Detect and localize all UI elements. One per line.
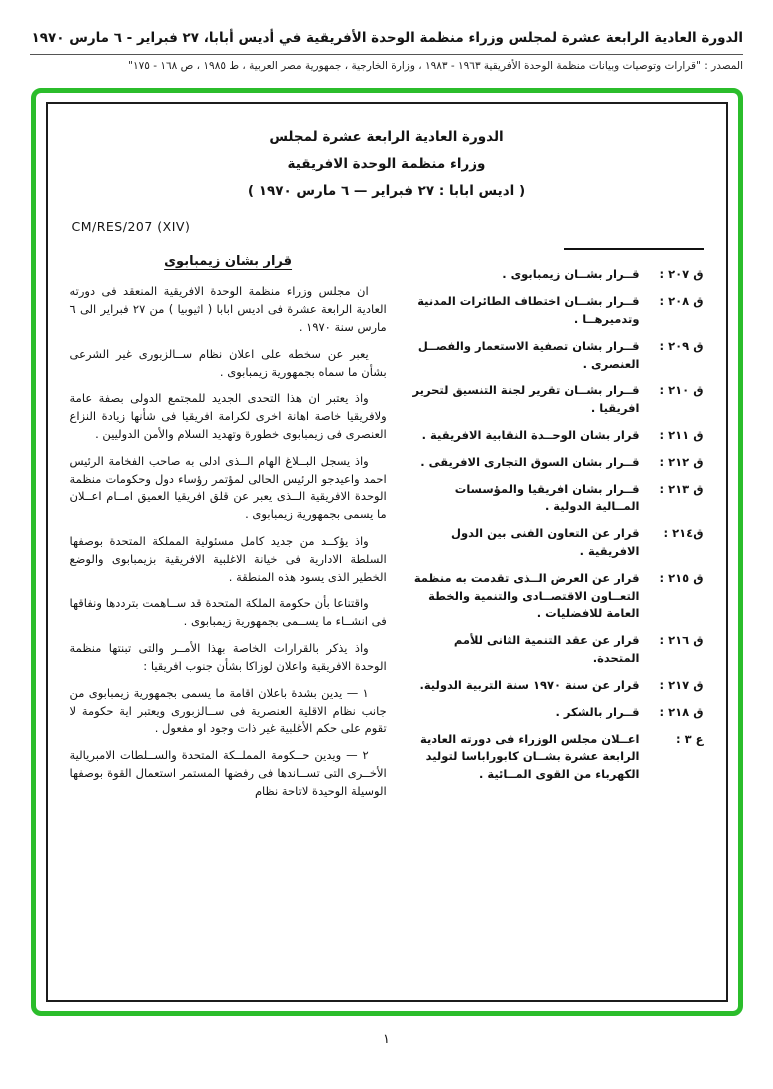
page-number: ١: [383, 1032, 390, 1048]
toc-item-number: ع ٣ :: [676, 731, 704, 746]
resolution-reference: CM/RES/207 (XIV): [71, 219, 191, 235]
toc-item-text: قــرار بشــان اختطاف الطائرات المدنية وتدميرهــا .: [417, 294, 640, 326]
toc-item-text: قــرار بشــان زيمبابوى .: [502, 267, 640, 282]
source-citation-line: المصدر : "قرارات وتوصيات وبيانات منظمة الوحدة الأفريقية ١٩٦٣ - ١٩٨٣ ، وزارة الخارجية ، جمهورية مصر العربية ، ط ١٩٨٥ ، ص ١٦٨ - ١٧٥": [128, 60, 743, 73]
body-paragraph-5: واذ يؤكــد من جديد كامل مسئولية المملكة المتحدة بوصفها السلطة الادارية فى خيانة الاغلبية الافريقية بزيمبابوى والوضع الخطير الذى يسود هذه المنطقة .: [69, 534, 387, 584]
toc-item: [411, 525, 704, 561]
title-line-2: وزراء منظمة الوحدة الافريقية: [287, 156, 486, 173]
toc-item-text: قــرار بشــان تقرير لجنة التنسيق لتحرير افريقيا .: [412, 383, 640, 416]
document-title: [70, 124, 704, 205]
toc-item-text: قرار عن التعاون الفنى بين الدول الافريقية .: [451, 526, 640, 558]
content-columns: [70, 238, 704, 809]
source-title-line: الدورة العادية الرابعة عشرة لمجلس وزراء منظمة الوحدة الأفريقية في أديس أبابا، ٢٧ فبراير - ٦ مارس ١٩٧٠: [30, 28, 743, 55]
toc-column: [411, 238, 704, 809]
toc-item-text: اعــلان مجلس الوزراء فى دورته العادية الرابعة عشرة بشــان كابوراباسا لتوليد الكهرباء من القوى المــائية .: [419, 731, 640, 782]
toc-item: [411, 632, 704, 668]
body-paragraph-3: واذ يعتبر ان هذا التحدى الجديد للمجتمع الدولى بصفة عامة ولافريقيا خاصة اهانة اخرى لكرامة افريقيا فى شأنها زيادة النزاع العنصرى فى زيمبابوى خطورة وتهديد السلام والأمن الدوليين .: [69, 391, 387, 441]
page-header: [0, 0, 773, 72]
toc-item-number: ق ٢٠٩ :: [659, 338, 704, 353]
body-paragraph-8: ١ — يدين بشدة باعلان اقامة ما يسمى بجمهورية زيمبابوى من جانب نظام الاقلية العنصرية فى ســالزبورى ويعتبر اية حكومة لا تقوم على حكم الأغلبية غير ذات وجود او مفعول .: [69, 685, 387, 736]
toc-item: [411, 382, 704, 418]
toc-item: [411, 570, 704, 623]
toc-item-text: قرار بشان الوحــدة النقابية الافريقية .: [421, 427, 640, 442]
body-column: [70, 238, 387, 809]
toc-item-text: قــرار بالشكر .: [555, 704, 640, 719]
toc-item-number: ق ٢٠٧ :: [659, 267, 704, 282]
scanned-page-frame: [31, 88, 743, 1016]
body-paragraph-4: واذ يسجل البــلاغ الهام الــذى ادلى به صاحب الفخامة الرئيس احمد واعيدجو الرئيس الحالى لمؤتمر رؤساء دول وحكومات منظمة الوحدة الافريقية الــذى يعبر عن قلق افريقيا العميق امــام اعــلان ما يسمى بجمهورية زيمبابوى .: [69, 453, 387, 522]
toc-item: [411, 293, 704, 329]
body-paragraph-1: ان مجلس وزراء منظمة الوحدة الافريقية المنعقد فى دورته العادية الرابعة عشرة فى اديس ابابا ( اثيوبيا ) من ٢٧ فبراير الى ٦ مارس سنة ١٩٧٠ .: [69, 284, 387, 334]
toc-item: [411, 704, 704, 722]
toc-item-number: ق ٢٠٨ :: [659, 294, 704, 309]
toc-item-text: قــرار بشان تصفية الاستعمار والفصــل العنصرى .: [417, 338, 640, 371]
toc-item: [411, 427, 704, 445]
body-paragraph-2: يعبر عن سخطه على اعلان نظام ســالزبورى غير الشرعى بشأن ما سماه بجمهورية زيمبابوى .: [69, 346, 387, 379]
toc-item-text: قرار عن سنة ١٩٧٠ سنة التربية الدولية.: [419, 677, 640, 692]
toc-item-number: ق ٢١٨ :: [659, 704, 704, 719]
toc-item: [411, 454, 704, 472]
toc-item-text: قرار عن عقد التنمية الثانى للأمم المتحدة.: [453, 633, 640, 666]
title-line-1: الدورة العادية الرابعة عشرة لمجلس: [269, 129, 504, 146]
toc-item: [411, 338, 704, 374]
toc-item-number: ق ٢١٥ :: [659, 570, 704, 585]
toc-item-number: ق ٢١٦ :: [659, 633, 704, 648]
toc-item-number: ق ٢١٠ :: [659, 383, 704, 398]
body-paragraph-9: ٢ — ويدين حــكومة المملــكة المتحدة والســلطات الامبريالية الأخــرى التى تســاندها فى رفضها المستمر استعمال القوة بوصفها الوسيلة الوحيدة لاتاحة نظام: [69, 748, 387, 798]
toc-item-number: ق ٢١٧ :: [659, 677, 704, 692]
toc-item-text: قــرار بشان افريقيا والمؤسسات المــالية الدولية .: [454, 481, 640, 514]
toc-item-number: ق ٢١١ :: [659, 427, 704, 442]
toc-item: [411, 731, 704, 784]
title-line-3: ( اديس ابابا : ٢٧ فبراير — ٦ مارس ١٩٧٠ ): [247, 183, 526, 200]
toc-item-number: ق ٢١٣ :: [659, 481, 704, 496]
scanned-page: [46, 102, 728, 1002]
toc-item-text: قــرار بشان السوق التجارى الافريقى .: [420, 454, 640, 469]
toc-item: [411, 266, 704, 284]
toc-item-text: قرار عن العرض الــذى تقدمت به منظمة التعــاون الاقتصــادى والتنمية والخطة العامة للافضليات .: [413, 570, 640, 621]
toc-item-number: ق ٢١٢ :: [659, 454, 704, 469]
body-paragraph-7: واذ يذكر بالقرارات الخاصة بهذا الأمــر والتى تبنتها منظمة الوحدة الافريقية واعلان لوزاكا بشأن جنوب افريقيا :: [69, 641, 387, 673]
toc-item: [411, 677, 704, 695]
toc-item: [411, 481, 704, 517]
toc-divider: [564, 248, 704, 250]
resolution-title: قرار بشان زيمبابوى: [164, 254, 293, 270]
body-paragraph-6: واقتناعا بأن حكومة الملكة المتحدة قد ســاهمت بترددها ونفاقها فى انشــاء ما يســمى بجمهورية زيمبابوى .: [69, 596, 387, 629]
toc-item-number: ق٢١٤ :: [663, 526, 704, 541]
